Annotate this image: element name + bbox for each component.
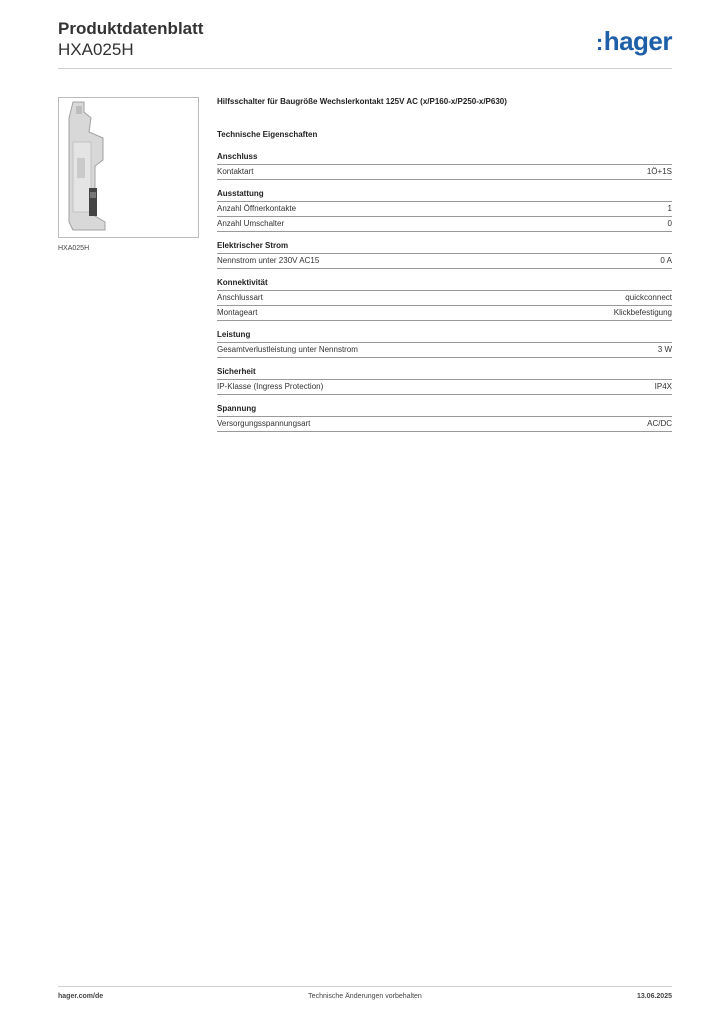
spec-group-title: Konnektivität <box>217 278 672 291</box>
spec-group <box>217 404 672 432</box>
footer-divider <box>58 986 672 987</box>
logo-prefix: : <box>595 30 603 55</box>
spec-label: Gesamtverlustleistung unter Nennstrom <box>217 345 358 354</box>
spec-row <box>217 291 672 306</box>
spec-label: IP-Klasse (Ingress Protection) <box>217 382 324 391</box>
spec-label: Anzahl Umschalter <box>217 219 285 228</box>
document-subtitle: HXA025H <box>58 40 134 59</box>
spec-value: quickconnect <box>625 293 672 302</box>
product-image <box>58 97 199 238</box>
footer-date: 13.06.2025 <box>636 993 672 1000</box>
spec-row <box>217 165 672 180</box>
logo-text: hager <box>603 26 672 56</box>
spec-group <box>217 367 672 395</box>
spec-value: Klickbefestigung <box>613 308 672 317</box>
spec-row <box>217 254 672 269</box>
spec-label: Nennstrom unter 230V AC15 <box>217 256 320 265</box>
spec-value: 1 <box>667 204 672 213</box>
spec-value: 3 W <box>657 345 672 354</box>
spec-group-title: Ausstattung <box>217 189 672 202</box>
spec-row <box>217 417 672 432</box>
spec-group <box>217 330 672 358</box>
spec-label: Anschlussart <box>217 293 263 302</box>
hager-logo <box>596 26 672 57</box>
spec-value: 0 <box>667 219 672 228</box>
spec-value: AC/DC <box>647 419 672 428</box>
spec-row <box>217 343 672 358</box>
product-description: Hilfsschalter für Baugröße Wechslerkontakt 125V AC (x/P160-x/P250-x/P630) <box>217 97 507 106</box>
spec-label: Montageart <box>217 308 258 317</box>
spec-group <box>217 152 672 180</box>
spec-row <box>217 217 672 232</box>
spec-group-title: Sicherheit <box>217 367 672 380</box>
spec-row <box>217 202 672 217</box>
product-caption: HXA025H <box>58 245 90 252</box>
spec-label: Versorgungsspannungsart <box>217 419 311 428</box>
spec-group <box>217 189 672 232</box>
specs-heading: Technische Eigenschaften <box>217 130 318 139</box>
spec-label: Anzahl Öffnerkontakte <box>217 204 297 213</box>
spec-row <box>217 380 672 395</box>
document-header <box>58 18 203 60</box>
spec-group <box>217 278 672 321</box>
main-content <box>217 97 672 441</box>
spec-value: 1Ö+1S <box>646 167 672 176</box>
spec-group-title: Leistung <box>217 330 672 343</box>
spec-group-title: Elektrischer Strom <box>217 241 672 254</box>
spec-value: IP4X <box>654 382 672 391</box>
spec-group-title: Spannung <box>217 404 672 417</box>
footer-disclaimer: Technische Änderungen vorbehalten <box>308 993 422 1000</box>
spec-row <box>217 306 672 321</box>
auxiliary-switch-product-photo-icon <box>59 98 198 237</box>
document-title: Produktdatenblatt <box>58 19 204 38</box>
footer-website-link[interactable]: hager.com/de <box>58 993 104 1000</box>
header-divider <box>58 68 672 69</box>
spec-value: 0 A <box>660 256 672 265</box>
spec-group-title: Anschluss <box>217 152 672 165</box>
spec-label: Kontaktart <box>217 167 254 176</box>
spec-group <box>217 241 672 269</box>
